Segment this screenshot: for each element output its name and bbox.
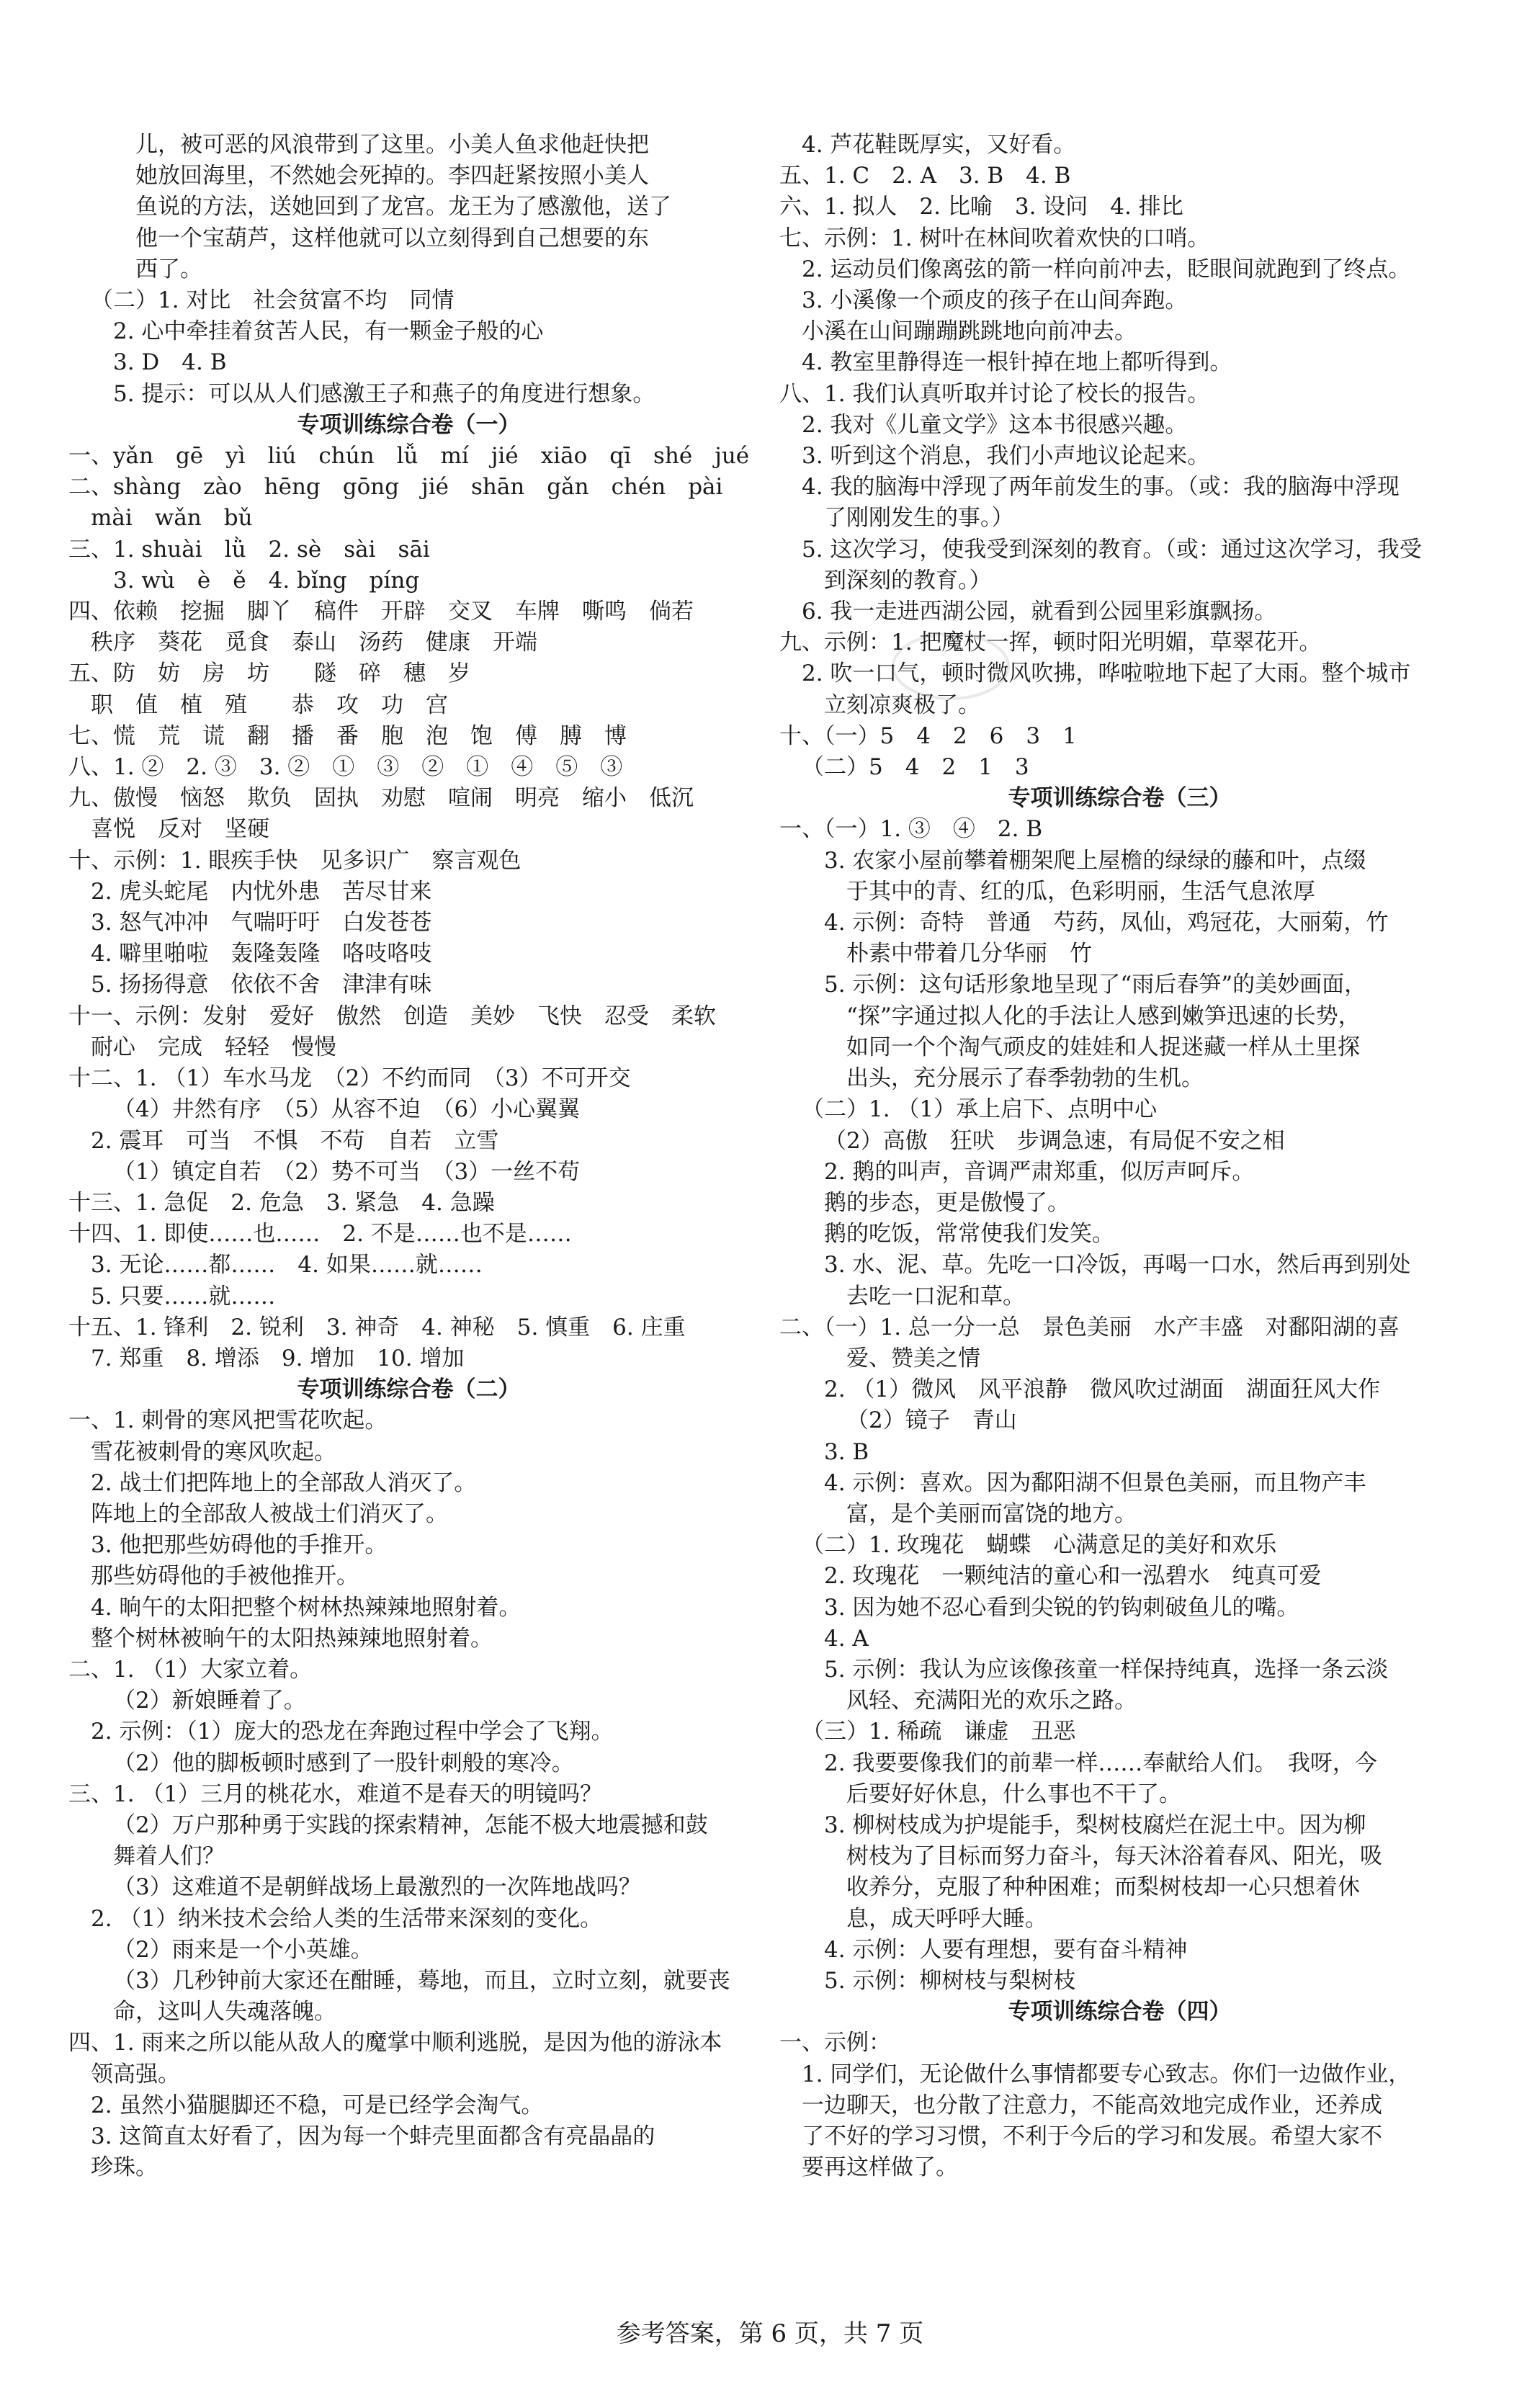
answer-line: 3. 他把那些妨碍他的手推开。 bbox=[91, 1532, 388, 1559]
answer-line: （2）镜子 青山 bbox=[846, 1407, 1017, 1434]
answer-line: 八、1. 我们认真听取并讨论了校长的报告。 bbox=[779, 380, 1210, 407]
answer-line: 十、示例：1. 眼疾手快 见多识广 察言观色 bbox=[68, 847, 521, 874]
answer-line: 七、示例：1. 树叶在林间吹着欢快的口哨。 bbox=[779, 225, 1210, 251]
answer-line: 4. 示例：奇特 普通 芍药，凤仙，鸡冠花，大丽菊，竹 bbox=[824, 910, 1389, 936]
watermark-stamp bbox=[886, 627, 1016, 706]
answer-line: （2）高傲 狂吠 步调急速，有局促不安之相 bbox=[824, 1127, 1285, 1154]
answer-line: 2. 心中牵挂着贫苦人民，有一颗金子般的心 bbox=[113, 318, 544, 345]
answer-line: 十三、1. 急促 2. 危急 3. 紧急 4. 急躁 bbox=[68, 1189, 495, 1216]
answer-line: 2. 我对《儿童文学》这本书很感兴趣。 bbox=[802, 411, 1188, 438]
answer-line: 3. 这简直太好看了，因为每一个蚌壳里面都含有亮晶晶的 bbox=[91, 2123, 655, 2149]
answer-line: 5. 这次学习，使我受到深刻的教育。（或：通过这次学习，我受 bbox=[802, 536, 1422, 563]
answer-line: 风轻、充满阳光的欢乐之路。 bbox=[846, 1688, 1137, 1714]
answer-line: 3. 无论……都…… 4. 如果……就…… bbox=[91, 1252, 483, 1279]
answer-line: 儿，被可恶的风浪带到了这里。小美人鱼求他赶快把 bbox=[135, 132, 649, 158]
section-heading: 专项训练综合卷（一） bbox=[297, 411, 521, 438]
answer-line: 2. 虽然小猫腿脚还不稳，可是已经学会淘气。 bbox=[91, 2092, 544, 2118]
page-footer: 参考答案，第 6 页，共 7 页 bbox=[616, 2319, 924, 2348]
answer-line: 5. 扬扬得意 依依不舍 津津有味 bbox=[91, 972, 432, 998]
answer-line: 鹅的步态，更是傲慢了。 bbox=[824, 1189, 1070, 1216]
section-heading: 专项训练综合卷（四） bbox=[1008, 1999, 1232, 2025]
answer-line: 四、1. 雨来之所以能从敌人的魔掌中顺利逃脱，是因为他的游泳本 bbox=[68, 2030, 722, 2056]
answer-line: 爱、赞美之情 bbox=[846, 1345, 980, 1371]
answer-line: 雪花被刺骨的寒风吹起。 bbox=[91, 1438, 336, 1465]
answer-line: 6. 我一走进西湖公园，就看到公园里彩旗飘扬。 bbox=[802, 599, 1277, 625]
answer-line: 十四、1. 即使……也…… 2. 不是……也不是…… bbox=[68, 1221, 572, 1248]
answer-line: 3. D 4. B bbox=[113, 349, 227, 376]
answer-line: 4. 我的脑海中浮现了两年前发生的事。（或：我的脑海中浮现 bbox=[802, 474, 1400, 501]
answer-line: 3. 小溪像一个顽皮的孩子在山间奔跑。 bbox=[802, 287, 1188, 314]
answer-line: 到深刻的教育。） bbox=[824, 567, 992, 594]
answer-line: 收养分，克服了种种困难；而梨树枝却一心只想着休 bbox=[846, 1874, 1360, 1901]
answer-line: （2）雨来是一个小英雄。 bbox=[113, 1936, 373, 1963]
answer-line: 4. 芦花鞋既厚实，又好看。 bbox=[802, 132, 1076, 158]
answer-line: （三）1. 稀疏 谦虚 丑恶 bbox=[802, 1719, 1076, 1745]
answer-line: 4. 噼里啪啦 轰隆轰隆 咯吱咯吱 bbox=[91, 941, 432, 967]
answer-line: 4. 晌午的太阳把整个树林热辣辣地照射着。 bbox=[91, 1594, 521, 1621]
answer-line: 十、（一）5 4 2 6 3 1 bbox=[779, 722, 1077, 749]
answer-line: 八、1. ② 2. ③ 3. ② ① ③ ② ① ④ ⑤ ③ bbox=[68, 754, 623, 781]
answer-line: 3. 因为她不忍心看到尖锐的钓钩刺破鱼儿的嘴。 bbox=[824, 1594, 1299, 1621]
answer-line: 要再这样做了。 bbox=[802, 2154, 958, 2181]
answer-line: 一边聊天，也分散了注意力，不能高效地完成作业，还养成 bbox=[802, 2092, 1382, 2118]
answer-line: 3. 农家小屋前攀着棚架爬上屋檐的绿绿的藤和叶，点缀 bbox=[824, 847, 1366, 874]
answer-line: 树枝为了目标而努力奋斗，每天沐浴着春风、阳光，吸 bbox=[846, 1843, 1382, 1870]
answer-line: （3）这难道不是朝鲜战场上最激烈的一次阵地战吗？ bbox=[113, 1874, 641, 1901]
answer-line: 三、1. （1）三月的桃花水，难道不是春天的明镜吗？ bbox=[68, 1781, 603, 1807]
answer-line: （2）万户那种勇于实践的探索精神，怎能不极大地震撼和鼓 bbox=[113, 1812, 708, 1838]
answer-line: 2. （1）微风 风平浪静 微风吹过湖面 湖面狂风大作 bbox=[824, 1376, 1381, 1403]
answer-line: 2. 战士们把阵地上的全部敌人消灭了。 bbox=[91, 1469, 477, 1496]
answer-line: 4. A bbox=[824, 1625, 869, 1652]
answer-line: 7. 郑重 8. 增添 9. 增加 10. 增加 bbox=[91, 1345, 465, 1371]
answer-line: 2. 示例：（1）庞大的恐龙在奔跑过程中学会了飞翔。 bbox=[91, 1719, 614, 1745]
answer-line: 5. 示例：柳树枝与梨树枝 bbox=[824, 1967, 1076, 1994]
answer-line: （1）镇定自若 （2）势不可当 （3）一丝不苟 bbox=[113, 1158, 581, 1185]
answer-line: mài wǎn bǔ bbox=[91, 505, 253, 532]
answer-line: 喜悦 反对 坚硬 bbox=[91, 816, 269, 843]
answer-line: 耐心 完成 轻轻 慢慢 bbox=[91, 1034, 336, 1060]
answer-line: 九、傲慢 恼怒 欺负 固执 劝慰 喧闹 明亮 缩小 低沉 bbox=[68, 785, 694, 812]
answer-line: 领高强。 bbox=[91, 2061, 180, 2087]
answer-line: 朴素中带着几分华丽 竹 bbox=[846, 941, 1092, 967]
answer-line: 了不好的学习习惯，不利于今后的学习和发展。希望大家不 bbox=[802, 2123, 1382, 2149]
section-heading: 专项训练综合卷（二） bbox=[297, 1376, 521, 1403]
answer-line: 2. 虎头蛇尾 内忧外患 苦尽甘来 bbox=[91, 878, 432, 905]
answer-line: 三、1. shuài lǜ 2. sè sài sāi bbox=[68, 536, 430, 563]
answer-line: 立刻凉爽极了。 bbox=[824, 691, 980, 718]
answer-line: （2）新娘睡着了。 bbox=[113, 1688, 306, 1714]
right-answer-column bbox=[779, 130, 1460, 2183]
answer-line: 2. 运动员们像离弦的箭一样向前冲去，眨眼间就跑到了终点。 bbox=[802, 256, 1411, 282]
answer-line: 十一、示例：发射 爱好 傲然 创造 美妙 飞快 忍受 柔软 bbox=[68, 1003, 716, 1029]
answer-line: 3. 水、泥、草。先吃一口冷饭，再喝一口水，然后再到别处 bbox=[824, 1252, 1411, 1279]
answer-line: 他一个宝葫芦，这样他就可以立刻得到自己想要的东 bbox=[135, 225, 649, 251]
answer-line: 西了。 bbox=[135, 256, 202, 282]
answer-line: 秩序 葵花 觅食 泰山 汤药 健康 开端 bbox=[91, 630, 537, 656]
answer-line: 一、（一）1. ③ ④ 2. B bbox=[779, 816, 1043, 843]
answer-line: 珍珠。 bbox=[91, 2154, 158, 2181]
answer-line: 一、yǎn gē yì liú chún lǚ mí jié xiāo qī shé jué bbox=[68, 443, 750, 470]
answer-line: 1. 同学们，无论做什么事情都要专心致志。你们一边做作业， bbox=[802, 2061, 1411, 2087]
answer-line: （二）5 4 2 1 3 bbox=[802, 754, 1029, 781]
answer-line: 十二、1. （1）车水马龙 （2）不约而同 （3）不可开交 bbox=[68, 1065, 631, 1092]
answer-line: 3. 怒气冲冲 气喘吁吁 白发苍苍 bbox=[91, 910, 432, 936]
answer-line: （二）1. （1）承上启下、点明中心 bbox=[802, 1096, 1158, 1123]
answer-line: 她放回海里，不然她会死掉的。李四赶紧按照小美人 bbox=[135, 163, 649, 189]
answer-line: 4. 教室里静得连一根针掉在地上都听得到。 bbox=[802, 349, 1232, 376]
answer-line: 十五、1. 锋利 2. 锐利 3. 神奇 4. 神秘 5. 慎重 6. 庄重 bbox=[68, 1314, 686, 1340]
answer-line: 二、（一）1. 总一分一总 景色美丽 水产丰盛 对鄱阳湖的喜 bbox=[779, 1314, 1400, 1340]
answer-line: 如同一个个淘气顽皮的娃娃和人捉迷藏一样从土里探 bbox=[846, 1034, 1360, 1060]
answer-line: 阵地上的全部敌人被战士们消灭了。 bbox=[91, 1500, 448, 1527]
answer-line: 二、shàng zào hēng gōng jié shān gǎn chén pài bbox=[68, 474, 723, 501]
answer-line: 二、1. （1）大家立着。 bbox=[68, 1656, 313, 1683]
answer-line: 5. 示例：我认为应该像孩童一样保持纯真，选择一条云淡 bbox=[824, 1656, 1389, 1683]
answer-line: 2. 我要要像我们的前辈一样……奉献给人们。 我呀，今 bbox=[824, 1750, 1377, 1776]
answer-line: 5. 只要……就…… bbox=[91, 1283, 276, 1309]
answer-line: 3. 柳树枝成为护堤能手，梨树枝腐烂在泥土中。因为柳 bbox=[824, 1812, 1366, 1838]
answer-line: 一、1. 刺骨的寒风把雪花吹起。 bbox=[68, 1407, 388, 1434]
answer-line: （3）几秒钟前大家还在酣睡，蓦地，而且，立时立刻，就要丧 bbox=[113, 1967, 730, 1994]
answer-line: “探”字通过拟人化的手法让人感到嫩笋迅速的长势， bbox=[846, 1003, 1361, 1029]
answer-line: 鹅的吃饭，常常使我们发笑。 bbox=[824, 1221, 1114, 1248]
answer-line: 富，是个美丽而富饶的地方。 bbox=[846, 1500, 1137, 1527]
answer-line: 4. 示例：人要有理想，要有奋斗精神 bbox=[824, 1936, 1188, 1963]
answer-line: 职 值 植 殖 恭 攻 功 宫 bbox=[91, 691, 448, 718]
answer-line: 小溪在山间蹦蹦跳跳地向前冲去。 bbox=[802, 318, 1137, 345]
answer-line: 鱼说的方法，送她回到了龙宫。龙王为了感激他，送了 bbox=[135, 194, 671, 220]
answer-line: 了刚刚发生的事。） bbox=[824, 505, 1014, 532]
answer-line: 息，成天呼呼大睡。 bbox=[846, 1905, 1047, 1932]
answer-line: 一、示例： bbox=[779, 2030, 891, 2056]
answer-line: 2. 震耳 可当 不惧 不苟 自若 立雪 bbox=[91, 1127, 499, 1154]
answer-line: 舞着人们？ bbox=[113, 1843, 225, 1870]
answer-line: 整个树林被晌午的太阳热辣辣地照射着。 bbox=[91, 1625, 493, 1652]
answer-line: （2）他的脚板顿时感到了一股针刺般的寒冷。 bbox=[113, 1750, 574, 1776]
answer-line: 2. 吹一口气，顿时微风吹拂，哗啦啦地下起了大雨。整个城市 bbox=[802, 661, 1411, 687]
answer-line: 5. 示例：这句话形象地呈现了“雨后春笋”的美妙画面， bbox=[824, 972, 1367, 998]
answer-line: 3. 听到这个消息，我们小声地议论起来。 bbox=[802, 443, 1210, 470]
answer-line: （二）1. 对比 社会贫富不均 同情 bbox=[91, 287, 455, 314]
answer-line: 2. （1）纳米技术会给人类的生活带来深刻的变化。 bbox=[91, 1905, 603, 1932]
answer-line: 2. 玫瑰花 一颗纯洁的童心和一泓碧水 纯真可爱 bbox=[824, 1563, 1322, 1590]
answer-line: 2. 鹅的叫声，音调严肃郑重，似厉声呵斥。 bbox=[824, 1158, 1255, 1185]
answer-line: 九、示例：1. 把魔杖一挥，顿时阳光明媚，草翠花开。 bbox=[779, 630, 1322, 656]
answer-line: 出头，充分展示了春季勃勃的生机。 bbox=[846, 1065, 1204, 1092]
answer-line: 3. B bbox=[824, 1438, 869, 1465]
answer-line: 七、慌 荒 谎 翻 播 番 胞 泡 饱 傅 膊 博 bbox=[68, 722, 627, 749]
answer-line: 五、1. C 2. A 3. B 4. B bbox=[779, 163, 1071, 189]
answer-line: 六、1. 拟人 2. 比喻 3. 设问 4. 排比 bbox=[779, 194, 1183, 220]
answer-line: 后要好好休息，什么事也不干了。 bbox=[846, 1781, 1181, 1807]
answer-line: 5. 提示：可以从人们感激王子和燕子的角度进行想象。 bbox=[113, 380, 655, 407]
answer-line: 那些妨碍他的手被他推开。 bbox=[91, 1563, 359, 1590]
answer-line: 4. 示例：喜欢。因为鄱阳湖不但景色美丽，而且物产丰 bbox=[824, 1469, 1366, 1496]
answer-line: 四、依赖 挖掘 脚丫 稿件 开辟 交叉 车牌 嘶鸣 倘若 bbox=[68, 599, 694, 625]
answer-line: 五、防 妨 房 坊 隧 碎 穗 岁 bbox=[68, 661, 470, 687]
answer-line: （4）井然有序 （5）从容不迫 （6）小心翼翼 bbox=[113, 1096, 581, 1123]
answer-line: （二）1. 玫瑰花 蝴蝶 心满意足的美好和欢乐 bbox=[802, 1532, 1277, 1559]
left-answer-column bbox=[68, 130, 749, 2183]
answer-line: 于其中的青、红的瓜，色彩明丽，生活气息浓厚 bbox=[846, 878, 1315, 905]
answer-line: 去吃一口泥和草。 bbox=[846, 1283, 1025, 1309]
section-heading: 专项训练综合卷（三） bbox=[1008, 785, 1232, 812]
answer-line: 命，这叫人失魂落魄。 bbox=[113, 1999, 336, 2025]
answer-line: 3. wù è ě 4. bǐng píng bbox=[113, 567, 420, 594]
